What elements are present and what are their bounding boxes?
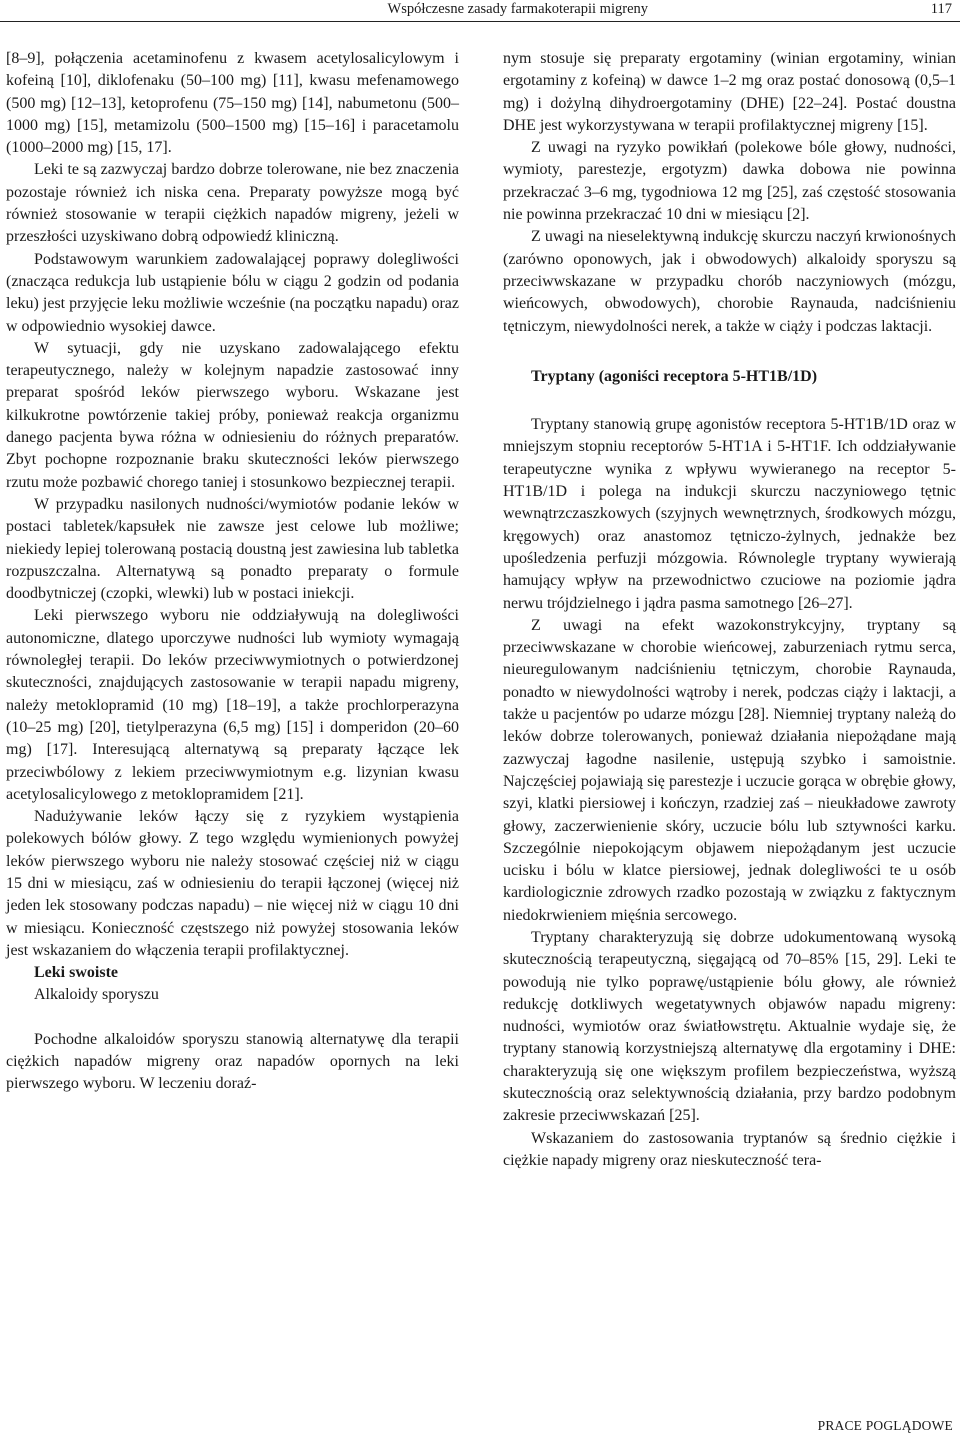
- paragraph: [8–9], połączenia acetaminofenu z kwasem acetylosalicylowym i kofeiną [10], diklofenaku (50–100 mg) [11], kwasu mefenamowego (500 mg) [12–13], ketoprofenu (75–150 mg) [14], nabumetonu (500–1000 mg) [15], metamizolu (500–1500 mg) [15–16] i paracetamolu (1000–2000 mg) [15, 17].: [6, 50, 459, 157]
- paragraph: Leki te są zazwyczaj bardzo dobrze tolerowane, nie bez znaczenia pozostaje również ich niska cena. Preparaty powyższe mogą być również stosowanie w terapii ciężkich napadów migreny, jeżeli w przeszłości uzyskiwano dobrą odpowiedź kliniczną.: [6, 161, 459, 246]
- paragraph: Nadużywanie leków łączy się z ryzykiem wystąpienia polekowych bólów głowy. Z tego względu wymienionych powyżej leków pierwszego wyboru nie należy stosować częściej niż w ciągu 15 dni w miesiącu, zaś w odniesieniu do terapii łączonej (więcej niż jeden lek stosowany podczas napadu) – nie więcej niż w ciągu 10 dni w miesiącu. Konieczność częstszego niż powyżej stosowania leków jest wskazaniem do włączenia terapii profilaktycznej.: [6, 808, 459, 959]
- paragraph: Z uwagi na nieselektywną indukcję skurczu naczyń krwionośnych (zarówno oponowych, jak i obwodowych) alkaloidy sporyszu są przeciwwskazane w przypadku chorób naczyniowych (mózgu, wieńcowych, obwodowych), chorobie Raynauda, nadciśnieniu tętniczym, niewydolności nerek, a także w ciąży i podczas laktacji.: [503, 228, 956, 335]
- page-header: [0, 0, 960, 22]
- subsection-heading: Alkaloidy sporyszu: [34, 986, 159, 1004]
- paragraph: W sytuacji, gdy nie uzyskano zadowalającego efektu terapeutycznego, należy w kolejnym napadzie zastosować inny preparat spośród leków pierwszego wyboru. Wskazane jest kilkukrotne powtórzenie takiej próby, ponieważ reakcja organizmu danego pacjenta bywa różna w odniesieniu do różnych preparatów. Zbyt pochopne rozpoznanie braku skuteczności leków pierwszego rzutu może pozbawić chorego taniej i stosunkowo bezpiecznej terapii.: [6, 339, 459, 491]
- paragraph: Wskazaniem do zastosowania tryptanów są średnio ciężkie i ciężkie napady migreny oraz nieskuteczność tera-: [503, 1129, 956, 1169]
- paragraph: Leki pierwszego wyboru nie oddziaływują na dolegliwości autonomiczne, dlatego uporczywe nudności lub wymioty wymagają równoległej terapii. Do leków przeciwwymiotnych o potwierdzonej skuteczności, znajdujących zastosowanie w terapii napadu migreny, należy metoklopramid (10 mg) [18–19], a także prochlorperazyna (10–25 mg) [20], tietylperazyna (6,5 mg) [15] i domperidon (20–60 mg) [17]. Interesującą alternatywą są preparaty łączące lek przeciwbólowy z lekiem przeciwwymiotnym e.g. lizynian kwasu acetylosalicylowego z metoklopramidem [21].: [6, 607, 459, 803]
- paragraph: nym stosuje się preparaty ergotaminy (winian ergotaminy, winian ergotaminy z kofeiną) w dawce 1–2 mg oraz postać donosową (0,5–1 mg) i dożylną dihydroergotaminy (DHE) [22–24]. Postać doustna DHE jest wykorzystywana w terapii profilaktycznej migreny [15].: [503, 50, 956, 134]
- paragraph: W przypadku nasilonych nudności/wymiotów podanie leków w postaci tabletek/kapsułek nie zawsze jest celowe lub możliwe; niekiedy lepiej tolerowaną postacią doustną jest zawiesina lub tabletka rozpuszczalna. Alternatywą są ponadto preparaty o formule doodbytniczej (czopki, wlewki) lub w postaci iniekcji.: [6, 495, 459, 603]
- paragraph: Podstawowym warunkiem zadowalającej poprawy dolegliwości (znacząca redukcja lub ustąpienie bólu w ciągu 2 godzin od podania leku) jest przyjęcie leku możliwie wcześnie (na początku napadu) oraz w odpowiednio wysokiej dawce.: [6, 250, 459, 335]
- page-number: 117: [930, 1, 952, 17]
- paragraph: Z uwagi na efekt wazokonstrykcyjny, tryptany są przeciwwskazane w chorobie wieńcowej, zaburzeniach rytmu serca, nieuregulowanym nadciśnieniu tętniczym, chorobie Raynauda, ponadto w niewydolności wątroby i nerek, podczas ciąży i laktacji, a także u pacjentów po udarze mózgu [28]. Niemniej tryptany należą do leków dobrze tolerowanych, ponieważ działania niepożądane mają zazwyczaj łagodne nasilenie, ustępują szybko i samoistnie. Najczęściej pojawiają się parestezje i uczucie gorąca w obrębie głowy, szyi, klatki piersiowej i kończyn, rzadziej zaś – nieukładowe zawroty głowy, zaczerwienienie skóry, uczucie bólu lub sztywności karku. Szczególnie niepokojącym objawem niepożądanym jest uczucie ucisku i bólu w klatce piersiowej, jednak dolegliwości te u osób kardiologicznie zdrowych rzadko pozostają w związku z faktycznym niedokrwieniem mięśnia sercowego.: [503, 616, 956, 924]
- section-heading: Tryptany (agoniści receptora 5-HT1B/1D): [531, 367, 818, 385]
- paragraph: Tryptany stanowią grupę agonistów receptora 5-HT1B/1D oraz w mniejszym stopniu receptorów 5-HT1A i 5-HT1F. Ich oddziaływanie terapeutyczne wynika z wpływu wywieranego na receptor 5-HT1B/1D i polega na indukcji skurczu naczyniowego tętnic wewnątrzczaszkowych (szyjnych wewnętrznych, środkowych mózgu, kręgowych) oraz anastomoz tętniczo-żylnych, jednakże bez upośledzenia perfuzji mózgowia. Równolegle tryptany wywierają hamujący wpływ na przewodnictwo czuciowe na poziomie jądra nerwu trójdzielnego i jądra pasma samotnego [26–27].: [503, 416, 956, 612]
- paragraph: Tryptany charakteryzują się dobrze udokumentowaną wysoką skutecznością terapeutyczną, sięgającą od 70–85% [15, 29]. Leki te powodują nie tylko poprawę/ustąpienie bólu głowy, ale również redukcję dotkliwych wegetatywnych objawów napadu migreny: nudności, wymiotów oraz światłowstrętu. Aktualnie wydaje się, że tryptany stanowią korzystniejszą alternatywę dla ergotaminy i DHE: charakteryzują się one większym profilem bezpieczeństwa, wyższą skutecznością oraz selektywnością działania, przy bardzo podobnym zakresie przeciwwskazań [25].: [503, 928, 956, 1125]
- header-rule: [0, 21, 960, 22]
- right-column: [503, 48, 956, 1172]
- paragraph: Pochodne alkaloidów sporyszu stanowią alternatywę dla terapii ciężkich napadów migreny oraz napadów opornych na leki pierwszego wyboru. W leczeniu doraź-: [6, 1030, 459, 1093]
- running-title: Współczesne zasady farmakoterapii migreny: [387, 1, 648, 17]
- section-label: PRACE POGLĄDOWE: [817, 1418, 953, 1433]
- paragraph: Z uwagi na ryzyko powikłań (polekowe bóle głowy, nudności, wymioty, parestezje, ergotyzm) dawka dobowa nie powinna przekraczać 3–6 mg, tygodniowa 12 mg [25], zaś częstość stosowania nie powinna przekraczać 10 dni w miesiącu [2].: [503, 139, 956, 224]
- section-heading: Leki swoiste: [34, 964, 118, 982]
- left-column: [6, 48, 459, 1096]
